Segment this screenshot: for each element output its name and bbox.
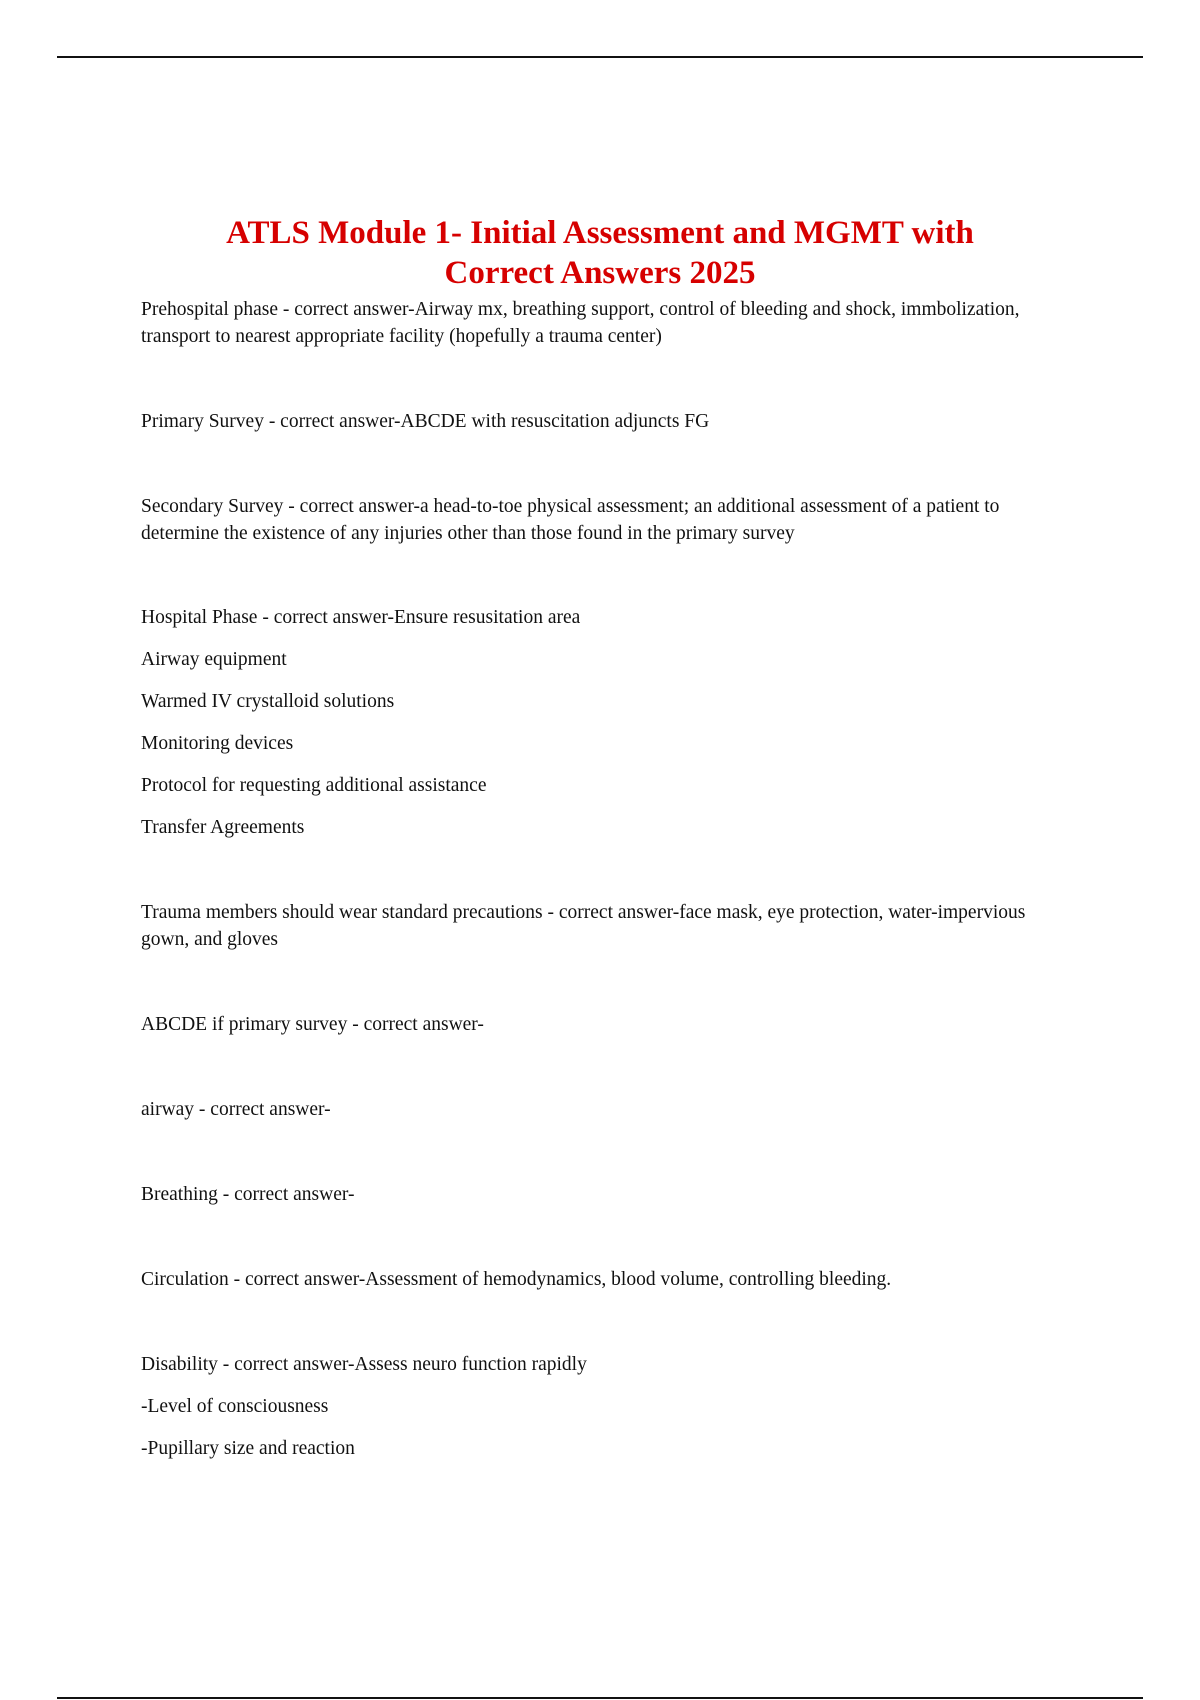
qa-hospital-phase: Hospital Phase - correct answer-Ensure resusitation area (141, 607, 581, 628)
list-item-warmed-iv: Warmed IV crystalloid solutions (141, 691, 395, 712)
document-title (141, 213, 1059, 293)
qa-disability: Disability - correct answer-Assess neuro function rapidly (141, 1354, 587, 1375)
list-item-level-of-consciousness: -Level of consciousness (141, 1396, 329, 1417)
list-item-protocol: Protocol for requesting additional assistance (141, 775, 487, 796)
qa-circulation: Circulation - correct answer-Assessment of hemodynamics, blood volume, controlling bleeding. (141, 1269, 892, 1290)
qa-standard-precautions: Trauma members should wear standard precautions - correct answer-face mask, eye protection, water-impervious gown, and gloves (141, 902, 1026, 950)
qa-primary-survey: Primary Survey - correct answer-ABCDE with resuscitation adjuncts FG (141, 411, 710, 432)
qa-secondary-survey: Secondary Survey - correct answer-a head-to-toe physical assessment; an additional assessment of a patient to determine the existence of any injuries other than those found in the primary survey (141, 496, 1000, 544)
qa-breathing: Breathing - correct answer- (141, 1184, 355, 1205)
list-item-transfer-agreements: Transfer Agreements (141, 817, 305, 838)
bottom-divider (57, 1697, 1143, 1699)
qa-abcde-primary-survey: ABCDE if primary survey - correct answer- (141, 1014, 484, 1035)
top-divider (57, 56, 1143, 58)
title-line-2: Correct Answers 2025 (444, 255, 756, 291)
title-line-1: ATLS Module 1- Initial Assessment and MGMT with (226, 215, 974, 251)
qa-prehospital-phase: Prehospital phase - correct answer-Airway mx, breathing support, control of bleeding and shock, immbolization, transport to nearest appropriate facility (hopefully a trauma center) (141, 299, 1020, 347)
list-item-airway-equipment: Airway equipment (141, 649, 287, 670)
qa-airway: airway - correct answer- (141, 1099, 331, 1120)
list-item-monitoring-devices: Monitoring devices (141, 733, 294, 754)
list-item-pupillary-size: -Pupillary size and reaction (141, 1438, 355, 1459)
